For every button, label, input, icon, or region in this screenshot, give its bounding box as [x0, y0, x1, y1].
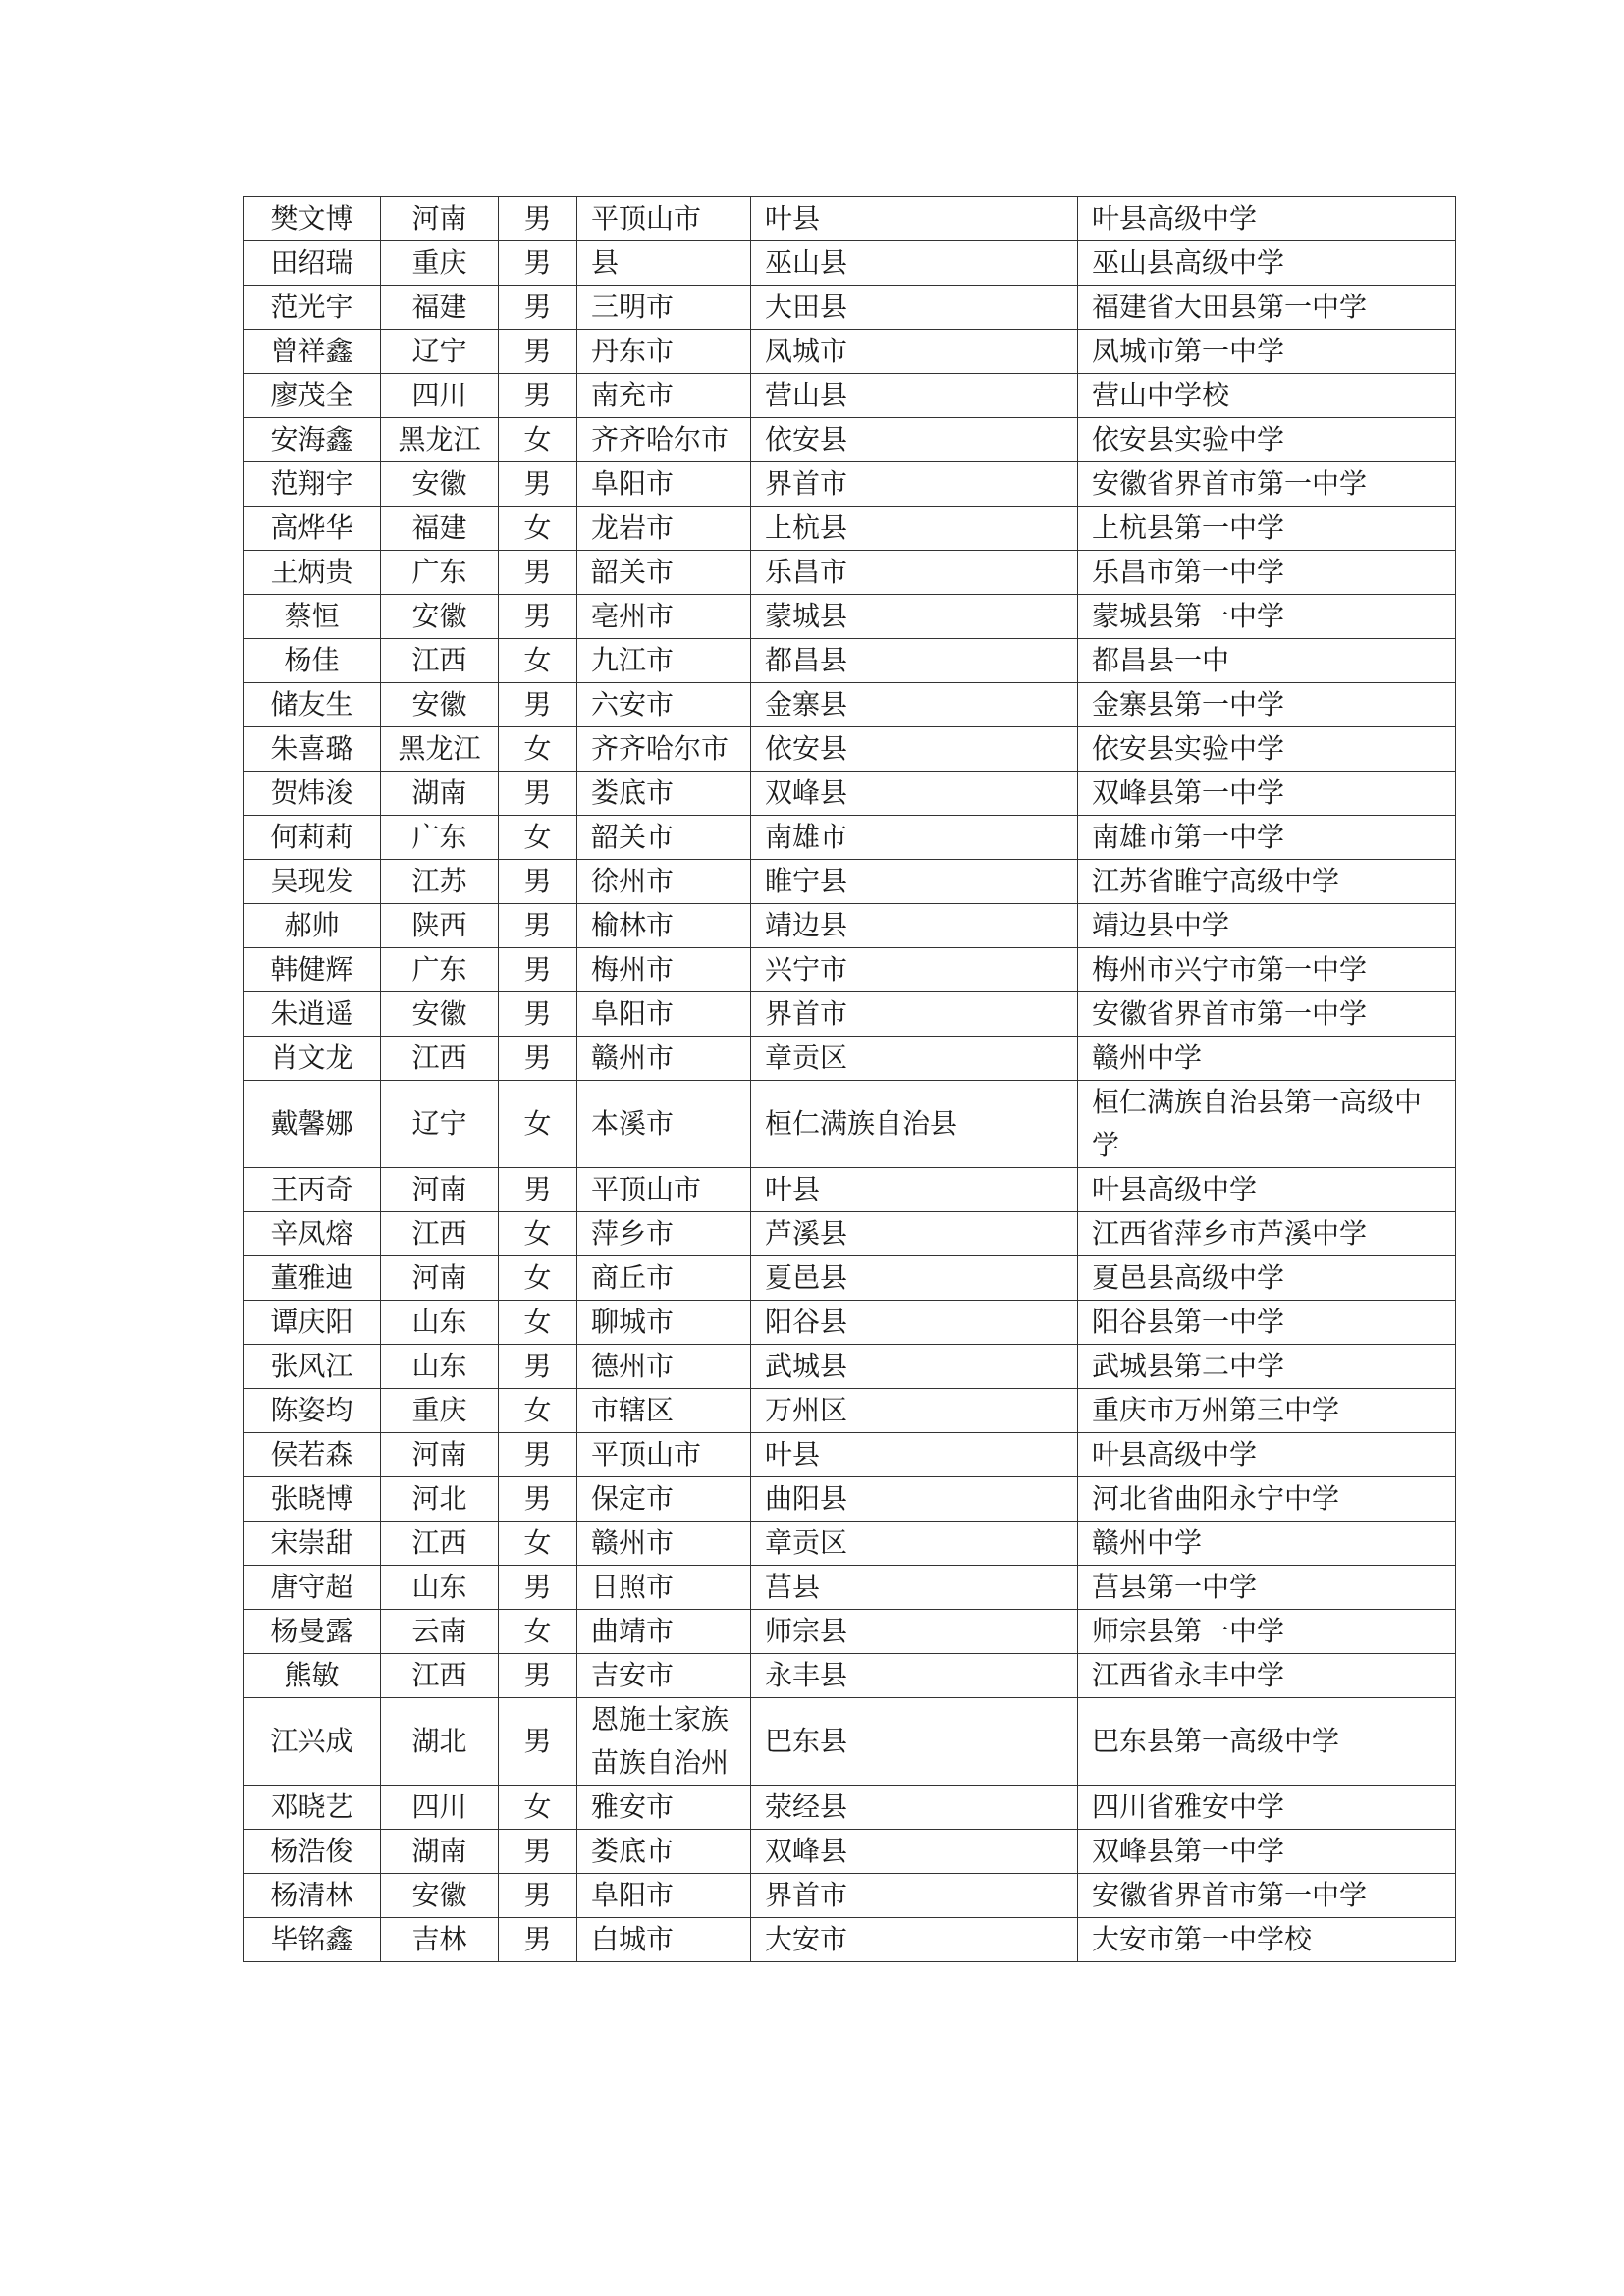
- cell-name: 韩健辉: [244, 948, 381, 992]
- cell-province: 江西: [381, 639, 499, 683]
- cell-county: 武城县: [751, 1345, 1078, 1389]
- cell-gender: 男: [499, 1918, 577, 1962]
- cell-city: 徐州市: [577, 860, 751, 904]
- cell-school: 巫山县高级中学: [1078, 241, 1456, 286]
- cell-city: 九江市: [577, 639, 751, 683]
- cell-gender: 男: [499, 1698, 577, 1786]
- cell-gender: 女: [499, 1522, 577, 1566]
- student-roster-table: [243, 196, 1456, 1962]
- cell-gender: 女: [499, 1301, 577, 1345]
- cell-county: 师宗县: [751, 1610, 1078, 1654]
- cell-city: 韶关市: [577, 551, 751, 595]
- cell-name: 廖茂全: [244, 374, 381, 418]
- cell-province: 安徽: [381, 595, 499, 639]
- cell-name: 何莉莉: [244, 816, 381, 860]
- table-row: [244, 1786, 1456, 1830]
- cell-county: 界首市: [751, 992, 1078, 1037]
- cell-gender: 男: [499, 1654, 577, 1698]
- cell-city: 平顶山市: [577, 1168, 751, 1212]
- cell-school: 梅州市兴宁市第一中学: [1078, 948, 1456, 992]
- table-row: [244, 374, 1456, 418]
- cell-county: 靖边县: [751, 904, 1078, 948]
- cell-county: 叶县: [751, 1168, 1078, 1212]
- cell-province: 广东: [381, 948, 499, 992]
- cell-city: 日照市: [577, 1566, 751, 1610]
- cell-name: 王丙奇: [244, 1168, 381, 1212]
- cell-name: 唐守超: [244, 1566, 381, 1610]
- cell-school: 双峰县第一中学: [1078, 772, 1456, 816]
- cell-school: 安徽省界首市第一中学: [1078, 992, 1456, 1037]
- cell-gender: 女: [499, 816, 577, 860]
- cell-name: 范翔宇: [244, 462, 381, 507]
- table-row: [244, 1212, 1456, 1256]
- cell-city: 市辖区: [577, 1389, 751, 1433]
- cell-name: 江兴成: [244, 1698, 381, 1786]
- cell-gender: 女: [499, 1786, 577, 1830]
- cell-school: 金寨县第一中学: [1078, 683, 1456, 727]
- cell-county: 金寨县: [751, 683, 1078, 727]
- cell-city: 县: [577, 241, 751, 286]
- cell-name: 贺炜浚: [244, 772, 381, 816]
- cell-school: 都昌县一中: [1078, 639, 1456, 683]
- cell-school: 叶县高级中学: [1078, 1433, 1456, 1477]
- cell-county: 曲阳县: [751, 1477, 1078, 1522]
- cell-school: 福建省大田县第一中学: [1078, 286, 1456, 330]
- cell-gender: 男: [499, 683, 577, 727]
- cell-school: 师宗县第一中学: [1078, 1610, 1456, 1654]
- cell-gender: 男: [499, 197, 577, 241]
- cell-city: 吉安市: [577, 1654, 751, 1698]
- cell-city: 丹东市: [577, 330, 751, 374]
- cell-city: 德州市: [577, 1345, 751, 1389]
- cell-name: 杨佳: [244, 639, 381, 683]
- cell-name: 杨浩俊: [244, 1830, 381, 1874]
- cell-name: 王炳贵: [244, 551, 381, 595]
- table-row: [244, 727, 1456, 772]
- table-row: [244, 904, 1456, 948]
- cell-province: 四川: [381, 374, 499, 418]
- cell-county: 章贡区: [751, 1037, 1078, 1081]
- cell-province: 山东: [381, 1301, 499, 1345]
- cell-province: 江西: [381, 1654, 499, 1698]
- cell-school: 叶县高级中学: [1078, 197, 1456, 241]
- cell-school: 依安县实验中学: [1078, 418, 1456, 462]
- cell-school: 安徽省界首市第一中学: [1078, 462, 1456, 507]
- table-row: [244, 1301, 1456, 1345]
- cell-name: 张风江: [244, 1345, 381, 1389]
- cell-city: 曲靖市: [577, 1610, 751, 1654]
- cell-city: 梅州市: [577, 948, 751, 992]
- cell-province: 安徽: [381, 462, 499, 507]
- cell-gender: 男: [499, 551, 577, 595]
- cell-county: 凤城市: [751, 330, 1078, 374]
- table-row: [244, 595, 1456, 639]
- table-row: [244, 1610, 1456, 1654]
- cell-gender: 男: [499, 1566, 577, 1610]
- cell-province: 江苏: [381, 860, 499, 904]
- cell-name: 蔡恒: [244, 595, 381, 639]
- table-row: [244, 1566, 1456, 1610]
- cell-school: 江西省萍乡市芦溪中学: [1078, 1212, 1456, 1256]
- table-row: [244, 1389, 1456, 1433]
- cell-province: 辽宁: [381, 1081, 499, 1168]
- cell-province: 山东: [381, 1345, 499, 1389]
- cell-gender: 男: [499, 1830, 577, 1874]
- cell-province: 重庆: [381, 241, 499, 286]
- cell-county: 蒙城县: [751, 595, 1078, 639]
- cell-gender: 女: [499, 727, 577, 772]
- cell-name: 熊敏: [244, 1654, 381, 1698]
- cell-province: 安徽: [381, 683, 499, 727]
- cell-city: 娄底市: [577, 772, 751, 816]
- cell-name: 董雅迪: [244, 1256, 381, 1301]
- cell-name: 辛凤熔: [244, 1212, 381, 1256]
- cell-county: 阳谷县: [751, 1301, 1078, 1345]
- cell-county: 芦溪县: [751, 1212, 1078, 1256]
- cell-county: 大安市: [751, 1918, 1078, 1962]
- cell-gender: 男: [499, 595, 577, 639]
- cell-gender: 女: [499, 1256, 577, 1301]
- cell-school: 双峰县第一中学: [1078, 1830, 1456, 1874]
- cell-city: 阜阳市: [577, 992, 751, 1037]
- cell-province: 广东: [381, 816, 499, 860]
- cell-gender: 男: [499, 330, 577, 374]
- cell-gender: 男: [499, 948, 577, 992]
- cell-province: 河北: [381, 1477, 499, 1522]
- cell-county: 依安县: [751, 727, 1078, 772]
- cell-gender: 女: [499, 418, 577, 462]
- cell-province: 河南: [381, 197, 499, 241]
- cell-city: 龙岩市: [577, 507, 751, 551]
- cell-name: 邓晓艺: [244, 1786, 381, 1830]
- cell-gender: 女: [499, 1081, 577, 1168]
- cell-county: 上杭县: [751, 507, 1078, 551]
- cell-gender: 女: [499, 1389, 577, 1433]
- cell-province: 湖南: [381, 1830, 499, 1874]
- cell-school: 河北省曲阳永宁中学: [1078, 1477, 1456, 1522]
- table-row: [244, 772, 1456, 816]
- cell-school: 叶县高级中学: [1078, 1168, 1456, 1212]
- cell-school: 夏邑县高级中学: [1078, 1256, 1456, 1301]
- roster-table-body: [244, 197, 1456, 1962]
- cell-city: 齐齐哈尔市: [577, 418, 751, 462]
- cell-county: 莒县: [751, 1566, 1078, 1610]
- cell-county: 巫山县: [751, 241, 1078, 286]
- table-row: [244, 1918, 1456, 1962]
- cell-school: 四川省雅安中学: [1078, 1786, 1456, 1830]
- cell-city: 三明市: [577, 286, 751, 330]
- cell-county: 兴宁市: [751, 948, 1078, 992]
- cell-gender: 女: [499, 1610, 577, 1654]
- cell-gender: 女: [499, 1212, 577, 1256]
- cell-gender: 男: [499, 374, 577, 418]
- cell-province: 安徽: [381, 992, 499, 1037]
- cell-name: 陈姿均: [244, 1389, 381, 1433]
- cell-gender: 男: [499, 772, 577, 816]
- cell-school: 凤城市第一中学: [1078, 330, 1456, 374]
- cell-county: 双峰县: [751, 1830, 1078, 1874]
- cell-name: 储友生: [244, 683, 381, 727]
- table-row: [244, 860, 1456, 904]
- cell-county: 营山县: [751, 374, 1078, 418]
- cell-name: 侯若森: [244, 1433, 381, 1477]
- cell-province: 湖北: [381, 1698, 499, 1786]
- table-row: [244, 1256, 1456, 1301]
- cell-county: 夏邑县: [751, 1256, 1078, 1301]
- cell-county: 双峰县: [751, 772, 1078, 816]
- cell-school: 乐昌市第一中学: [1078, 551, 1456, 595]
- cell-city: 亳州市: [577, 595, 751, 639]
- cell-county: 荥经县: [751, 1786, 1078, 1830]
- table-row: [244, 418, 1456, 462]
- cell-province: 黑龙江: [381, 418, 499, 462]
- table-row: [244, 683, 1456, 727]
- cell-province: 吉林: [381, 1918, 499, 1962]
- cell-gender: 男: [499, 904, 577, 948]
- table-row: [244, 507, 1456, 551]
- cell-name: 肖文龙: [244, 1037, 381, 1081]
- table-row: [244, 1522, 1456, 1566]
- cell-gender: 男: [499, 1345, 577, 1389]
- cell-gender: 男: [499, 860, 577, 904]
- cell-county: 依安县: [751, 418, 1078, 462]
- cell-name: 吴现发: [244, 860, 381, 904]
- cell-city: 娄底市: [577, 1830, 751, 1874]
- cell-province: 重庆: [381, 1389, 499, 1433]
- cell-gender: 男: [499, 1168, 577, 1212]
- cell-name: 朱逍遥: [244, 992, 381, 1037]
- table-row: [244, 1874, 1456, 1918]
- cell-county: 章贡区: [751, 1522, 1078, 1566]
- cell-gender: 男: [499, 241, 577, 286]
- cell-name: 曾祥鑫: [244, 330, 381, 374]
- table-row: [244, 1654, 1456, 1698]
- cell-county: 叶县: [751, 197, 1078, 241]
- cell-province: 辽宁: [381, 330, 499, 374]
- cell-county: 巴东县: [751, 1698, 1078, 1786]
- cell-province: 陕西: [381, 904, 499, 948]
- cell-city: 平顶山市: [577, 197, 751, 241]
- cell-name: 郝帅: [244, 904, 381, 948]
- table-row: [244, 1081, 1456, 1168]
- cell-city: 赣州市: [577, 1522, 751, 1566]
- cell-county: 南雄市: [751, 816, 1078, 860]
- cell-county: 界首市: [751, 1874, 1078, 1918]
- cell-name: 戴馨娜: [244, 1081, 381, 1168]
- cell-province: 江西: [381, 1212, 499, 1256]
- cell-name: 田绍瑞: [244, 241, 381, 286]
- cell-city: 南充市: [577, 374, 751, 418]
- cell-county: 永丰县: [751, 1654, 1078, 1698]
- cell-city: 阜阳市: [577, 462, 751, 507]
- cell-province: 江西: [381, 1037, 499, 1081]
- table-row: [244, 992, 1456, 1037]
- cell-gender: 男: [499, 1433, 577, 1477]
- cell-province: 四川: [381, 1786, 499, 1830]
- cell-city: 平顶山市: [577, 1433, 751, 1477]
- cell-school: 大安市第一中学校: [1078, 1918, 1456, 1962]
- cell-province: 广东: [381, 551, 499, 595]
- table-row: [244, 462, 1456, 507]
- table-row: [244, 241, 1456, 286]
- cell-school: 江苏省睢宁高级中学: [1078, 860, 1456, 904]
- table-row: [244, 551, 1456, 595]
- cell-school: 莒县第一中学: [1078, 1566, 1456, 1610]
- table-row: [244, 1037, 1456, 1081]
- cell-gender: 女: [499, 639, 577, 683]
- cell-school: 江西省永丰中学: [1078, 1654, 1456, 1698]
- cell-school: 南雄市第一中学: [1078, 816, 1456, 860]
- cell-city: 阜阳市: [577, 1874, 751, 1918]
- cell-name: 朱喜璐: [244, 727, 381, 772]
- cell-city: 赣州市: [577, 1037, 751, 1081]
- cell-city: 聊城市: [577, 1301, 751, 1345]
- cell-city: 商丘市: [577, 1256, 751, 1301]
- table-row: [244, 948, 1456, 992]
- cell-name: 毕铭鑫: [244, 1918, 381, 1962]
- cell-county: 乐昌市: [751, 551, 1078, 595]
- cell-city: 萍乡市: [577, 1212, 751, 1256]
- cell-gender: 男: [499, 462, 577, 507]
- cell-province: 江西: [381, 1522, 499, 1566]
- cell-city: 本溪市: [577, 1081, 751, 1168]
- cell-gender: 男: [499, 1874, 577, 1918]
- table-row: [244, 1477, 1456, 1522]
- cell-school: 阳谷县第一中学: [1078, 1301, 1456, 1345]
- cell-county: 叶县: [751, 1433, 1078, 1477]
- cell-province: 黑龙江: [381, 727, 499, 772]
- table-row: [244, 1168, 1456, 1212]
- cell-school: 赣州中学: [1078, 1522, 1456, 1566]
- cell-city: 雅安市: [577, 1786, 751, 1830]
- cell-gender: 男: [499, 992, 577, 1037]
- cell-city: 六安市: [577, 683, 751, 727]
- cell-name: 安海鑫: [244, 418, 381, 462]
- cell-province: 云南: [381, 1610, 499, 1654]
- cell-school: 蒙城县第一中学: [1078, 595, 1456, 639]
- cell-city: 齐齐哈尔市: [577, 727, 751, 772]
- cell-school: 桓仁满族自治县第一高级中学: [1078, 1081, 1456, 1168]
- cell-name: 范光宇: [244, 286, 381, 330]
- table-row: [244, 1345, 1456, 1389]
- cell-name: 樊文博: [244, 197, 381, 241]
- table-row: [244, 1830, 1456, 1874]
- cell-county: 大田县: [751, 286, 1078, 330]
- cell-school: 依安县实验中学: [1078, 727, 1456, 772]
- cell-gender: 男: [499, 1477, 577, 1522]
- cell-province: 福建: [381, 286, 499, 330]
- cell-gender: 男: [499, 286, 577, 330]
- cell-school: 上杭县第一中学: [1078, 507, 1456, 551]
- cell-county: 睢宁县: [751, 860, 1078, 904]
- cell-school: 重庆市万州第三中学: [1078, 1389, 1456, 1433]
- cell-city: 保定市: [577, 1477, 751, 1522]
- cell-school: 武城县第二中学: [1078, 1345, 1456, 1389]
- table-row: [244, 1433, 1456, 1477]
- cell-school: 营山中学校: [1078, 374, 1456, 418]
- table-row: [244, 639, 1456, 683]
- cell-province: 山东: [381, 1566, 499, 1610]
- table-row: [244, 816, 1456, 860]
- cell-city: 韶关市: [577, 816, 751, 860]
- cell-county: 界首市: [751, 462, 1078, 507]
- cell-province: 福建: [381, 507, 499, 551]
- cell-school: 巴东县第一高级中学: [1078, 1698, 1456, 1786]
- cell-name: 张晓博: [244, 1477, 381, 1522]
- cell-county: 都昌县: [751, 639, 1078, 683]
- cell-county: 桓仁满族自治县: [751, 1081, 1078, 1168]
- cell-gender: 女: [499, 507, 577, 551]
- cell-city: 白城市: [577, 1918, 751, 1962]
- cell-province: 河南: [381, 1168, 499, 1212]
- cell-province: 湖南: [381, 772, 499, 816]
- cell-city: 恩施土家族苗族自治州: [577, 1698, 751, 1786]
- cell-city: 榆林市: [577, 904, 751, 948]
- cell-school: 靖边县中学: [1078, 904, 1456, 948]
- table-row: [244, 330, 1456, 374]
- cell-province: 河南: [381, 1433, 499, 1477]
- cell-gender: 男: [499, 1037, 577, 1081]
- cell-name: 谭庆阳: [244, 1301, 381, 1345]
- table-row: [244, 286, 1456, 330]
- table-row: [244, 197, 1456, 241]
- table-row: [244, 1698, 1456, 1786]
- cell-province: 安徽: [381, 1874, 499, 1918]
- cell-province: 河南: [381, 1256, 499, 1301]
- cell-name: 杨曼露: [244, 1610, 381, 1654]
- cell-school: 赣州中学: [1078, 1037, 1456, 1081]
- cell-name: 杨清林: [244, 1874, 381, 1918]
- cell-name: 高烨华: [244, 507, 381, 551]
- cell-name: 宋崇甜: [244, 1522, 381, 1566]
- cell-county: 万州区: [751, 1389, 1078, 1433]
- cell-school: 安徽省界首市第一中学: [1078, 1874, 1456, 1918]
